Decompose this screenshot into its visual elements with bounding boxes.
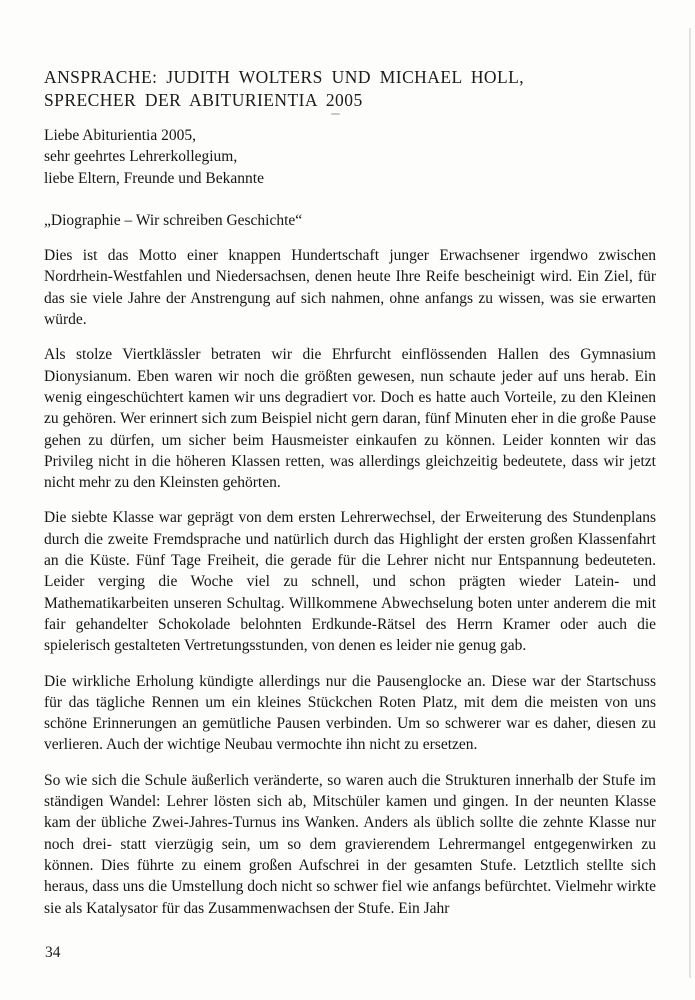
- body-paragraph-3: Die siebte Klasse war geprägt von dem ersten Lehrerwechsel, der Erweiterung des Stundenplans durch die zweite Fremdsprache und natürlich durch das Highlight der ersten großen Klassenfahrt an die Küste. Fünf Tage Freiheit, die gerade für die Lehrer nicht nur Entspannung bedeuteten. Leider verging die Woche viel zu schnell, und schon prägten wieder Latein- und Mathematikarbeiten unseren Schultag. Willkommene Abwechselung boten unter anderem die mit fair gehandelter Schokolade belohnten Erdkunde-Rätsel des Herrn Kramer oder auch die spielerisch gestalteten Vertretungsstunden, von denen es leider nie genug gab.: [44, 509, 656, 655]
- page-title: [44, 66, 656, 112]
- title-line-1: ANSPRACHE: JUDITH WOLTERS UND MICHAEL HOLL,: [44, 67, 525, 87]
- body-paragraph-5: So wie sich die Schule äußerlich veränderte, so waren auch die Strukturen innerhalb der Stufe im ständigen Wandel: Lehrer lösten sich ab, Mitschüler kamen und gingen. In der neunten Klasse kam der übliche Zwei-Jahres-Turnus ins Wanken. Anders als üblich sollte die zehnte Klasse nur noch drei- statt vierzügig sein, um so dem gravierendem Lehrermangel entgegenwirken zu können. Dies führte zu einem großen Aufschrei in der gesamten Stufe. Letztlich stellte sich heraus, dass uns die Umstellung doch nicht so schwer fiel wie anfangs befürchtet. Vielmehr wirkte sie als Katalysator für das Zusammenwachsen der Stufe. Ein Jahr: [44, 771, 656, 917]
- salutation-block: [44, 125, 656, 189]
- scan-mark-artifact: [331, 113, 340, 115]
- body-paragraph-2: Als stolze Viertklässler betraten wir die Ehrfurcht einflössenden Hallen des Gymnasium Dionysianum. Eben waren wir noch die größten gewesen, nun schaute jeder auf uns herab. Ein wenig eingeschüchtert kamen wir uns degradiert vor. Doch es hatte auch Vorteile, zu den Kleinen zu gehören. Wer erinnert sich zum Beispiel nicht gern daran, fünf Minuten eher in die große Pause gehen zu dürfen, um sicher beim Hausmeister einkaufen zu können. Leider konnten wir das Privileg nicht in die höheren Klassen retten, was allerdings gleichzeitig bedeutete, dass wir jetzt nicht mehr zu den Kleinsten gehörten.: [44, 346, 656, 492]
- body-paragraph-4: Die wirkliche Erholung kündigte allerdings nur die Pausenglocke an. Diese war der Startschuss für das tägliche Rennen um ein kleines Stückchen Roten Platz, mit dem die meisten von uns schöne Erinnerungen an gemütliche Pausen verbinden. Um so schwerer war es daher, diesen zu verlieren. Auch der wichtige Neubau vermochte ihn nicht zu ersetzen.: [44, 672, 656, 754]
- scan-edge-artifact: [689, 28, 691, 978]
- salutation-line-1: Liebe Abiturientia 2005,: [44, 127, 196, 144]
- page-number: 34: [45, 944, 61, 961]
- body-paragraph-1: Dies ist das Motto einer knappen Hundertschaft junger Erwachsener irgendwo zwischen Nordrhein-Westfahlen und Niedersachsen, denen heute Ihre Reife bescheinigt wird. Ein Ziel, für das sie viele Jahre der Anstrengung auf sich nahmen, ohne anfangs zu wissen, was sie erwarten würde.: [44, 247, 656, 329]
- salutation-line-3: liebe Eltern, Freunde und Bekannte: [44, 169, 264, 187]
- salutation-line-2: sehr geehrtes Lehrerkollegium,: [44, 148, 238, 166]
- title-line-2: SPRECHER DER ABITURIENTIA 2005: [44, 90, 363, 110]
- page-content: [44, 66, 656, 919]
- motto-quote: „Diographie – Wir schreiben Geschichte“: [44, 211, 303, 229]
